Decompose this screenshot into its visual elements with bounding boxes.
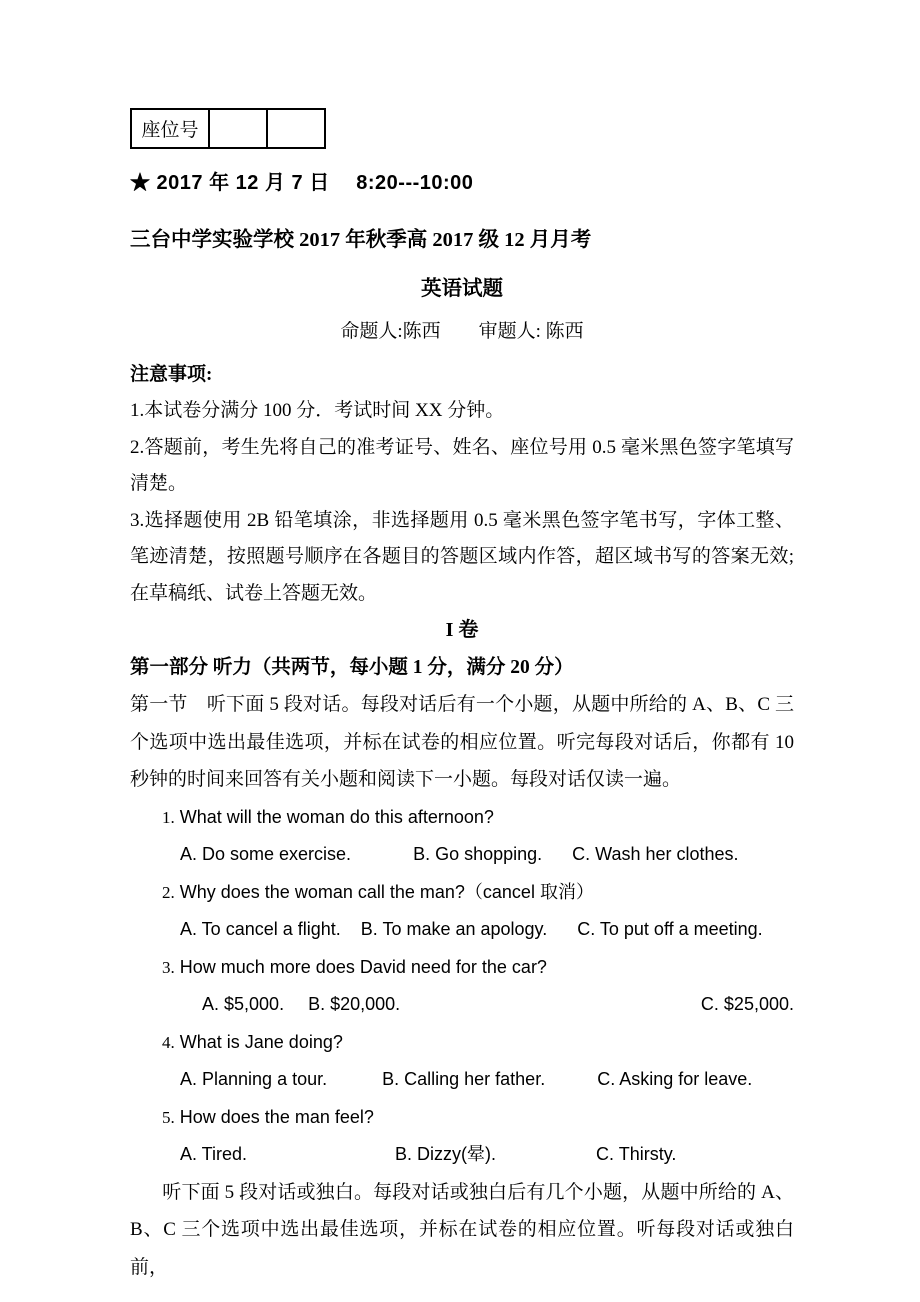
- question-4-prompt: What is Jane doing?: [179, 1031, 343, 1052]
- question-4-number: 4.: [162, 1032, 175, 1052]
- question-3: [130, 949, 794, 1024]
- question-2-text: [130, 874, 794, 912]
- question-3-options: [130, 986, 794, 1024]
- subject-title: 英语试题: [421, 278, 503, 300]
- question-3-option-c: C. $25,000.: [700, 994, 794, 1014]
- question-5-prompt: How does the man feel?: [179, 1106, 374, 1127]
- question-5-text: [130, 1099, 794, 1137]
- question-2-prompt: Why does the woman call the man?（cancel 取消）: [179, 881, 594, 902]
- seat-number-table: [130, 108, 326, 149]
- question-1-text: [130, 799, 794, 837]
- seat-number-row: [131, 109, 325, 148]
- question-2-option-a: A. To cancel a flight.: [180, 919, 341, 939]
- question-5-option-c: C. Thirsty.: [596, 1144, 677, 1164]
- question-2-option-b: B. To make an apology.: [360, 919, 548, 939]
- question-4-options: [130, 1061, 794, 1099]
- notes-heading: 注意事项:: [130, 364, 213, 385]
- volume-heading: I 卷: [445, 619, 479, 641]
- question-1-options: [130, 836, 794, 874]
- question-1-option-c: C. Wash her clothes.: [572, 844, 739, 864]
- seat-number-blank-cell-1: [209, 109, 267, 148]
- question-5-option-a: A. Tired.: [180, 1144, 248, 1164]
- question-1-option-b: B. Go shopping.: [413, 844, 543, 864]
- question-1: [130, 799, 794, 874]
- question-4-option-b: B. Calling her father.: [382, 1069, 546, 1089]
- question-1-number: 1.: [162, 807, 175, 827]
- question-3-option-a: A. $5,000.: [202, 994, 285, 1014]
- question-3-number: 3.: [162, 957, 175, 977]
- question-5: [130, 1099, 794, 1174]
- question-4-option-a: A. Planning a tour.: [180, 1069, 328, 1089]
- question-4: [130, 1024, 794, 1099]
- exam-title: 三台中学实验学校 2017 年秋季高 2017 级 12 月月考: [130, 229, 592, 251]
- note-item-1: 1.本试卷分满分 100 分．考试时间 XX 分钟。: [130, 400, 505, 421]
- question-1-option-a: A. Do some exercise.: [180, 844, 352, 864]
- question-2-option-c: C. To put off a meeting.: [577, 919, 763, 939]
- authors-line: 命题人:陈西 审题人: 陈西: [340, 321, 584, 342]
- exam-datetime: ★ 2017 年 12 月 7 日 8:20---10:00: [130, 172, 474, 194]
- note-item-3: 3.选择题使用 2B 铅笔填涂，非选择题用 0.5 毫米黑色签字笔书写，字体工整、笔迹清楚，按照题号顺序在各题目的答题区域内作答，超区域书写的答案无效; 在草稿纸、试卷上答题无效。: [130, 509, 794, 604]
- section2-intro: 听下面 5 段对话或独白。每段对话或独白后有几个小题，从题中所给的 A、B、C 三个选项中选出最佳选项，并标在试卷的相应位置。听每段对话或独白前，: [130, 1181, 794, 1278]
- question-1-prompt: What will the woman do this afternoon?: [179, 806, 494, 827]
- question-3-text: [130, 949, 794, 987]
- question-2: [130, 874, 794, 949]
- section1-intro: 第一节 听下面 5 段对话。每段对话后有一个小题，从题中所给的 A、B、C 三个选项中选出最佳选项，并标在试卷的相应位置。听完每段对话后，你都有 10 秒钟的时间来回答有关小题和阅读下一小题。每段对话仅读一遍。: [130, 694, 794, 790]
- question-5-option-b: B. Dizzy(晕).: [395, 1144, 497, 1164]
- seat-number-label: 座位号: [131, 109, 209, 148]
- question-2-options: [130, 911, 794, 949]
- question-2-number: 2.: [162, 882, 175, 902]
- question-3-prompt: How much more does David need for the car?: [179, 956, 547, 977]
- seat-number-blank-cell-2: [267, 109, 325, 148]
- question-5-options: [130, 1136, 794, 1174]
- part1-heading: 第一部分 听力（共两节，每小题 1 分，满分 20 分）: [130, 657, 574, 678]
- question-4-text: [130, 1024, 794, 1062]
- question-3-option-b: B. $20,000.: [308, 994, 401, 1014]
- question-4-option-c: C. Asking for leave.: [597, 1069, 753, 1089]
- note-item-2: 2.答题前，考生先将自己的准考证号、姓名、座位号用 0.5 毫米黑色签字笔填写清楚。: [130, 436, 794, 494]
- question-5-number: 5.: [162, 1107, 175, 1127]
